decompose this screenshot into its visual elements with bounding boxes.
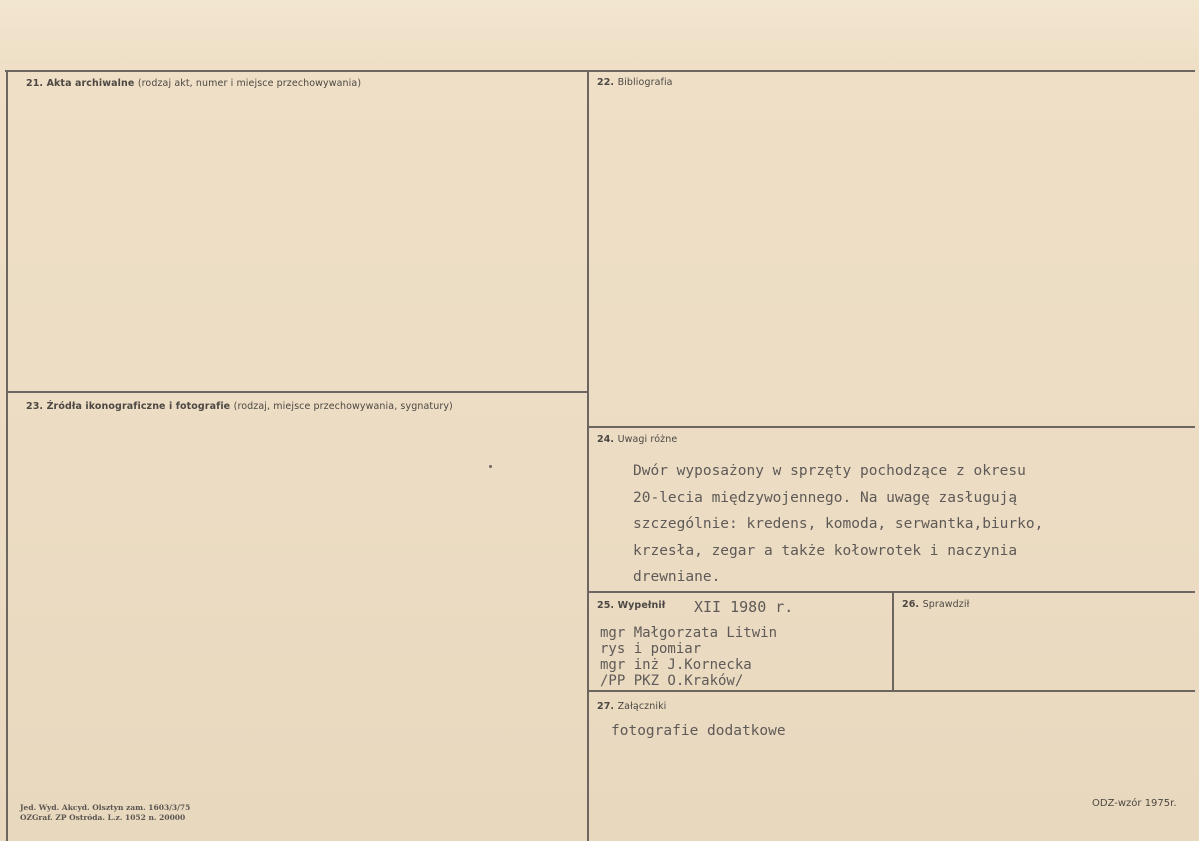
field-21-title: Akta archiwalne [46, 78, 135, 89]
filled-by-text [600, 625, 777, 689]
remarks-line: krzesła, zegar a także kołowrotek i naczynia [633, 542, 1018, 559]
remarks-line: 20-lecia międzywojennego. Na uwagę zasługują [633, 489, 1018, 506]
center-divider [587, 70, 589, 841]
divider-25-26 [892, 591, 894, 691]
remarks-line: szczególnie: kredens, komoda, serwantka,biurko, [633, 516, 1044, 532]
print-info-line: Jed. Wyd. Akcyd. Olsztyn zam. 1603/3/75 [20, 803, 191, 812]
print-info-line: OZGraf. ZP Ostróda. L.z. 1052 n. 20000 [20, 813, 186, 822]
field-23-title: Źródła ikonograficzne i fotografie [46, 401, 231, 412]
filled-by-line: mgr inż J.Kornecka [600, 657, 752, 673]
filled-date: XII 1980 r. [694, 598, 794, 616]
divider-25-27 [588, 690, 1195, 692]
left-border [6, 70, 8, 841]
form-code: ODZ-wzór 1975r. [1092, 798, 1177, 809]
field-21-hint: (rodzaj akt, numer i miejsce przechowywania) [137, 78, 362, 89]
field-27-number: 27. [597, 701, 615, 712]
field-25-label [597, 600, 665, 611]
field-22-number: 22. [597, 77, 615, 88]
field-25-title: Wypełnił [617, 600, 666, 611]
field-22-label [597, 77, 673, 88]
field-25-number: 25. [597, 600, 615, 611]
field-23-hint: (rodzaj, miejsce przechowywania, sygnatury) [233, 401, 453, 412]
field-24-title: Uwagi różne [617, 434, 678, 445]
field-24-label [597, 434, 677, 445]
filled-by-line: mgr Małgorzata Litwin [600, 625, 778, 641]
remarks-line: drewniane. [633, 569, 721, 585]
remarks-line: Dwór wyposażony w sprzęty pochodzące z okresu [633, 463, 1026, 479]
field-22-title: Bibliografia [617, 77, 673, 88]
ink-speck [489, 465, 492, 468]
field-26-label [902, 599, 969, 610]
divider-21-23 [6, 391, 588, 393]
attachments-text: fotografie dodatkowe [611, 723, 786, 739]
divider-22-24 [588, 426, 1195, 428]
field-23-label [26, 401, 453, 412]
field-27-label [597, 701, 666, 712]
top-border [5, 70, 1195, 72]
field-27-title: Załączniki [617, 701, 667, 712]
field-21-number: 21. [26, 78, 44, 89]
filled-by-line: /PP PKZ O.Kraków/ [600, 673, 744, 689]
remarks-text [633, 458, 1043, 591]
field-26-title: Sprawdził [922, 599, 970, 610]
filled-by-line: rys i pomiar [600, 641, 702, 657]
field-21-label [26, 78, 361, 89]
field-24-number: 24. [597, 434, 615, 445]
field-26-number: 26. [902, 599, 920, 610]
field-23-number: 23. [26, 401, 44, 412]
print-info [20, 803, 190, 823]
